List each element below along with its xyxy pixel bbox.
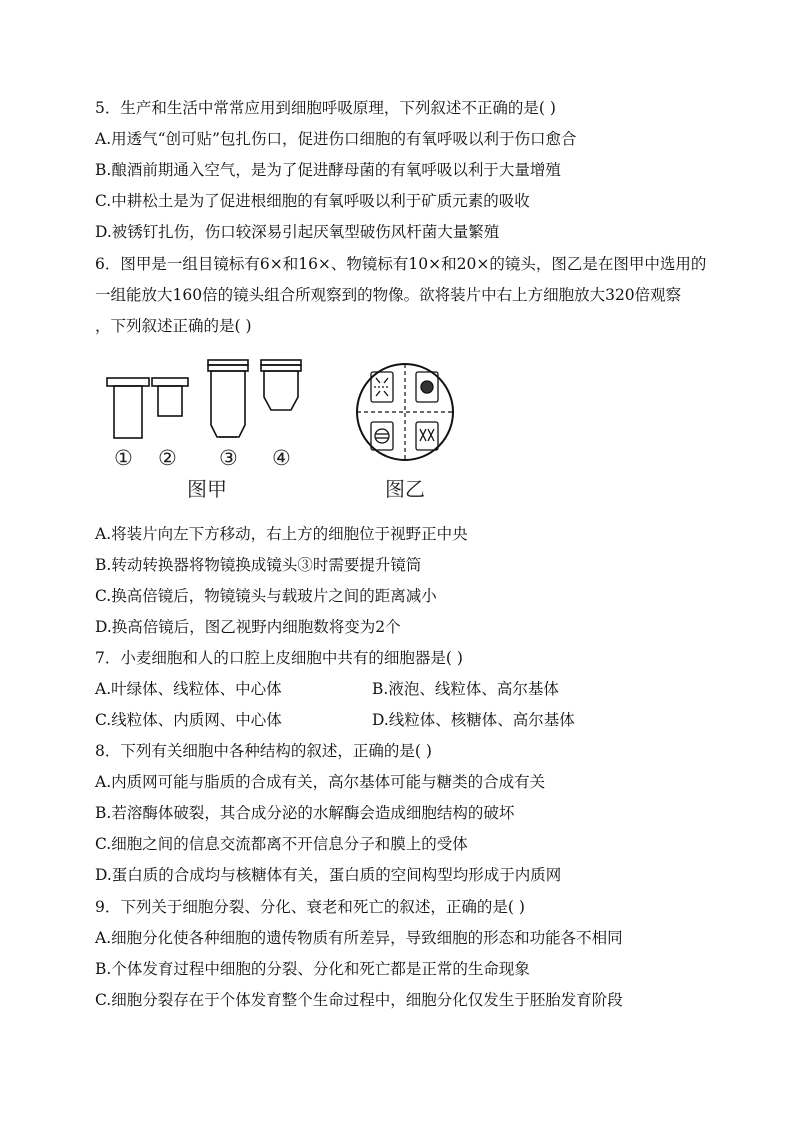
q7-option-d: D.线粒体、核糖体、高尔基体 — [372, 711, 575, 729]
q9-option-a: A.细胞分化使各种细胞的遗传物质有所差异，导致细胞的形态和功能各不相同 — [95, 929, 623, 947]
q8-option-b: B.若溶酶体破裂，其合成分泌的水解酶会造成细胞结构的破坏 — [95, 804, 515, 822]
cell-top-right — [416, 372, 438, 402]
q5-stem: 5．生产和生活中常常应用到细胞呼吸原理，下列叙述不正确的是( ) — [95, 99, 556, 117]
lens-1-eyepiece-long — [107, 378, 149, 438]
q8-option-c: C.细胞之间的信息交流都离不开信息分子和膜上的受体 — [95, 835, 468, 853]
q5-option-a: A.用透气“创可贴”包扎伤口，促进伤口细胞的有氧呼吸以利于伤口愈合 — [95, 130, 577, 148]
q8-option-d: D.蛋白质的合成均与核糖体有关，蛋白质的空间构型均形成于内质网 — [95, 866, 562, 884]
q6-stem-line-2: 一组能放大160倍的镜头组合所观察到的物像。欲将装片中右上方细胞放大320倍观察 — [95, 286, 682, 304]
lens-1-label: ① — [114, 446, 133, 470]
lens-4-label: ④ — [272, 446, 291, 470]
q7-option-c: C.线粒体、内质网、中心体 — [95, 711, 282, 729]
q5-option-d: D.被锈钉扎伤，伤口较深易引起厌氧型破伤风杆菌大量繁殖 — [95, 223, 500, 241]
q8-option-a: A.内质网可能与脂质的合成有关，高尔基体可能与糖类的合成有关 — [95, 773, 546, 791]
q6-option-d: D.换高倍镜后，图乙视野内细胞数将变为2个 — [95, 618, 401, 636]
q8-stem: 8．下列有关细胞中各种结构的叙述，正确的是( ) — [95, 742, 432, 760]
q7-option-b: B.液泡、线粒体、高尔基体 — [372, 680, 559, 698]
q7-option-a: A.叶绿体、线粒体、中心体 — [95, 680, 282, 698]
q9-stem: 9．下列关于细胞分裂、分化、衰老和死亡的叙述，正确的是( ) — [95, 898, 525, 916]
caption-figure-yi: 图乙 — [385, 477, 425, 501]
q5-option-b: B.酿酒前期通入空气，是为了促进酵母菌的有氧呼吸以利于大量增殖 — [95, 161, 561, 179]
lens-3-label: ③ — [219, 446, 238, 470]
lens-2-eyepiece-short — [152, 378, 188, 416]
lens-4-objective-short — [261, 360, 301, 410]
q6-stem-line-3: ，下列叙述正确的是( ) — [95, 317, 252, 335]
q6-option-b: B.转动转换器将物镜换成镜头③时需要提升镜筒 — [95, 556, 422, 574]
q6-option-c: C.换高倍镜后，物镜镜头与载玻片之间的距离减小 — [95, 587, 437, 605]
caption-figure-jia: 图甲 — [187, 477, 227, 501]
cell-bottom-right — [416, 422, 438, 450]
q5-option-c: C.中耕松土是为了促进根细胞的有氧呼吸以利于矿质元素的吸收 — [95, 192, 530, 210]
cell-bottom-left — [371, 422, 393, 450]
lens-2-label: ② — [158, 446, 177, 470]
cell-top-left — [371, 372, 393, 402]
q6-stem-line-1: 6．图甲是一组目镜标有6×和16×、物镜标有10×和20×的镜头，图乙是在图甲中选用的 — [95, 255, 707, 273]
q7-stem: 7．小麦细胞和人的口腔上皮细胞中共有的细胞器是( ) — [95, 649, 463, 667]
q6-option-a: A.将装片向左下方移动，右上方的细胞位于视野正中央 — [95, 525, 468, 543]
microscope-figure — [95, 350, 475, 500]
field-of-view — [357, 364, 453, 460]
q9-option-c: C.细胞分裂存在于个体发育整个生命过程中，细胞分化仅发生于胚胎发育阶段 — [95, 991, 623, 1009]
lens-3-objective-long — [208, 360, 248, 437]
q9-option-b: B.个体发育过程中细胞的分裂、分化和死亡都是正常的生命现象 — [95, 960, 530, 978]
